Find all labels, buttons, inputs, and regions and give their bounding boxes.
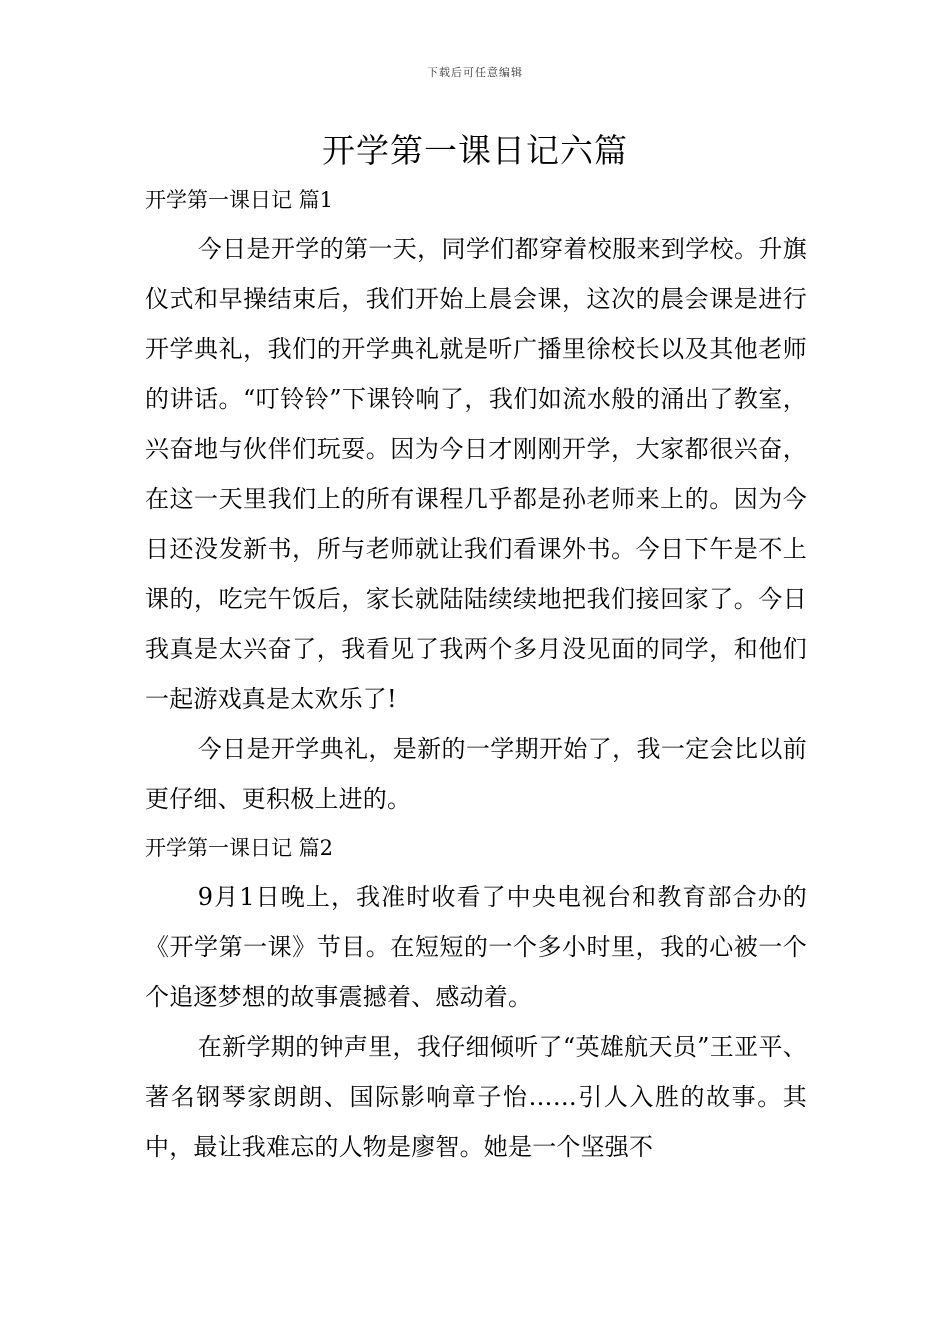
section-heading: 开学第一课日记 篇2: [145, 836, 334, 860]
header-note: 下载后可任意编辑: [427, 66, 523, 79]
paragraph: 在新学期的钟声里，我仔细倾听了“英雄航天员”王亚平、著名钢琴家朗朗、国际影响章子怡……引人入胜的故事。其中，最让我难忘的人物是廖智。她是一个坚强不: [145, 1033, 807, 1161]
section-heading: 开学第一课日记 篇1: [145, 188, 334, 212]
paragraph: 今日是开学的第一天，同学们都穿着校服来到学校。升旗仪式和早操结束后，我们开始上晨会课，这次的晨会课是进行开学典礼，我们的开学典礼就是听广播里徐校长以及其他老师的讲话。“叮铃铃”下课铃响了，我们如流水般的涌出了教室，兴奋地与伙伴们玩耍。因为今日才刚刚开学，大家都很兴奋，在这一天里我们上的所有课程几乎都是孙老师来上的。因为今日还没发新书，所与老师就让我们看课外书。今日下午是不上课的，吃完午饭后，家长就陆陆续续地把我们接回家了。今日我真是太兴奋了，我看见了我两个多月没见面的同学，和他们一起游戏真是太欢乐了!: [145, 235, 807, 713]
document-title: 开学第一课日记六篇: [322, 131, 628, 170]
paragraph: 9月1日晚上，我准时收看了中央电视台和教育部合办的《开学第一课》节目。在短短的一个多小时里，我的心被一个个追逐梦想的故事震撼着、感动着。: [145, 883, 807, 1011]
document-body: [145, 176, 807, 1172]
paragraph: 今日是开学典礼，是新的一学期开始了，我一定会比以前更仔细、更积极上进的。: [145, 735, 807, 813]
